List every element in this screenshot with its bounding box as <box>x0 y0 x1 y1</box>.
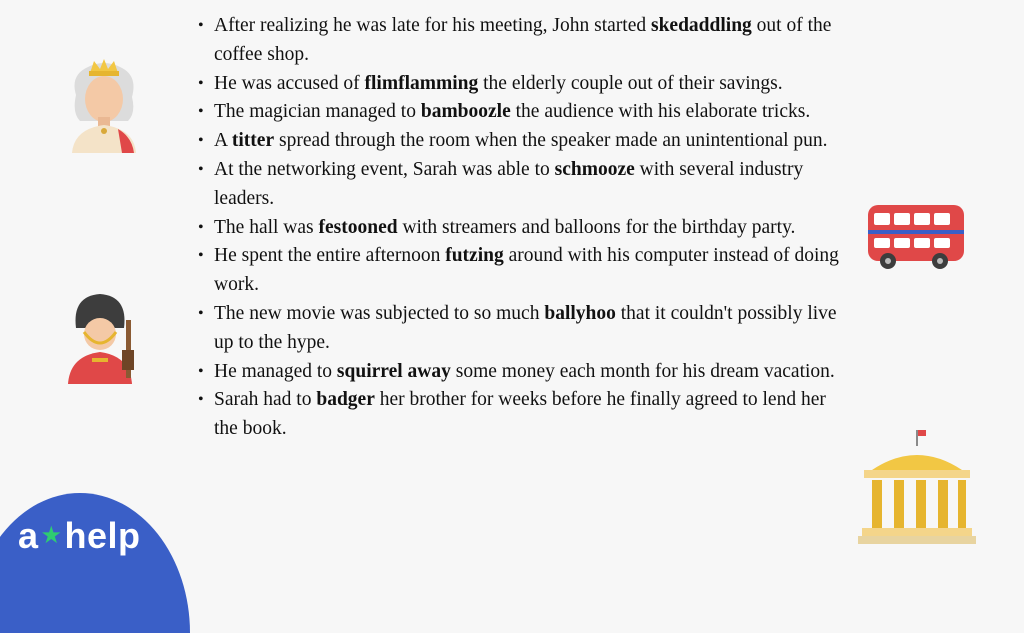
sentence-item: • A titter spread through the room when the speaker made an unintentional pun. <box>196 127 846 156</box>
bold-term: bamboozle <box>420 101 511 123</box>
double-decker-bus-icon <box>866 203 966 271</box>
sentence-item: • At the networking event, Sarah was able to schmooze with several industry leaders. <box>196 156 846 214</box>
sentence-list <box>196 12 846 444</box>
bold-term: festooned <box>318 216 398 238</box>
royal-guard-icon <box>62 292 142 384</box>
bold-term: ballyhoo <box>544 302 616 324</box>
sentence-item: • Sarah had to badger her brother for weeks before he finally agreed to lend her the book. <box>196 386 846 444</box>
bold-term: skedaddling <box>650 15 752 36</box>
star-icon: ★ <box>40 522 63 549</box>
bold-term: schmooze <box>554 158 635 180</box>
bold-term: squirrel away <box>336 360 451 382</box>
sentence-item: • He was accused of flimflamming the elderly couple out of their savings. <box>196 70 846 99</box>
sentence-item: • He managed to squirrel away some money each month for his dream vacation. <box>196 358 846 387</box>
ahelp-logo[interactable] <box>0 493 190 633</box>
sentence-item: • He spent the entire afternoon futzing around with his computer instead of doing work. <box>196 242 846 300</box>
sentence-item: • The hall was festooned with streamers and balloons for the birthday party. <box>196 214 846 243</box>
bold-term: flimflamming <box>364 72 479 94</box>
sentence-item: • After realizing he was late for his meeting, John started skedaddling out of the coffee shop. <box>196 12 846 70</box>
logo-text: a★help <box>18 515 141 556</box>
queen-icon <box>62 55 146 153</box>
sentence-item: • The magician managed to bamboozle the audience with his elaborate tricks. <box>196 98 846 127</box>
bold-term: futzing <box>445 245 504 267</box>
bold-term: titter <box>231 130 275 152</box>
bold-term: badger <box>316 389 375 411</box>
palace-icon <box>858 430 976 544</box>
sentence-item: • The new movie was subjected to so much ballyhoo that it couldn't possibly live up to the hype. <box>196 300 846 358</box>
